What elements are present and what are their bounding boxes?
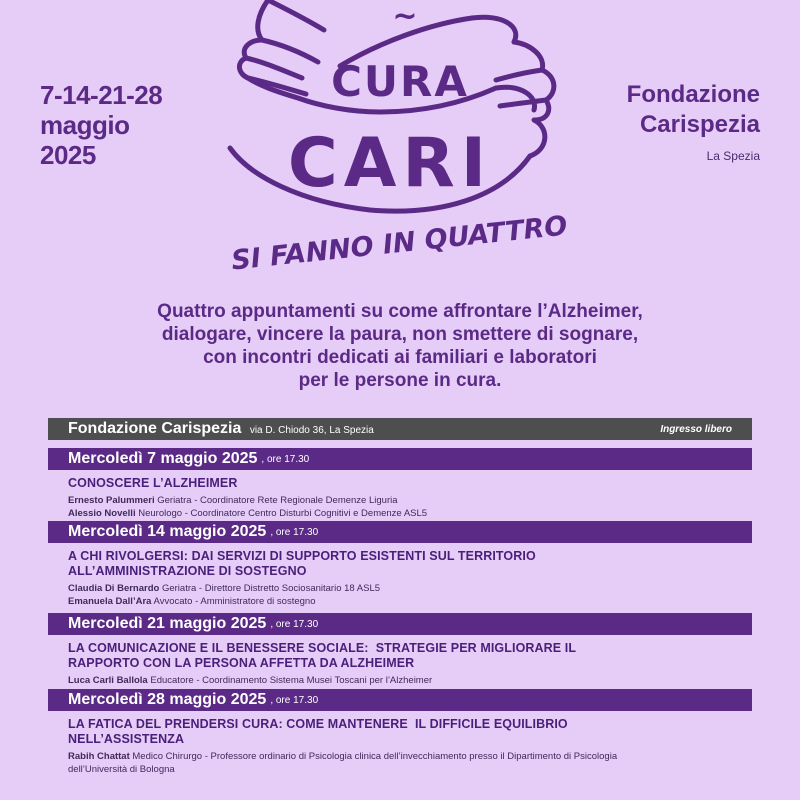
speaker-role: Neurologo - Coordinatore Centro Disturbi Cognitivi e Demenze ASL5	[138, 508, 428, 519]
speaker-role: Avvocato - Amministratore di sostegno	[153, 596, 316, 607]
event-time: , ore 17.30	[261, 453, 310, 465]
event-dates	[40, 80, 162, 170]
speaker	[68, 674, 732, 687]
event-details	[48, 635, 752, 689]
venue-block	[627, 80, 760, 164]
event-date-bar	[48, 689, 752, 711]
speaker	[68, 494, 732, 507]
speaker-role: dell’Università di Bologna	[68, 764, 175, 775]
speaker	[68, 507, 732, 520]
schedule	[48, 418, 752, 779]
speaker-name: Alessio Novelli	[68, 508, 136, 519]
event-title-line: NELL’ASSISTENZA	[68, 732, 185, 746]
speaker-name: Emanuela Dall’Ara	[68, 596, 152, 607]
event-title	[68, 717, 732, 747]
speaker-list	[68, 674, 732, 687]
intro-line: per le persone in cura.	[298, 370, 502, 391]
logo-tilde: ~	[392, 0, 418, 34]
intro-text	[60, 300, 740, 392]
location-name: Fondazione Carispezia	[68, 420, 242, 437]
intro-line: con incontri dedicati ai familiari e laboratori	[203, 347, 597, 368]
speaker-role: Educatore - Coordinamento Sistema Musei Toscani per l’Alzheimer	[150, 675, 433, 686]
event-title-line: ALL’AMMINISTRAZIONE DI SOSTEGNO	[68, 564, 307, 578]
event-title-line: LA FATICA DEL PRENDERSI CURA: COME MANTENERE IL DIFFICILE EQUILIBRIO	[68, 717, 568, 731]
event-date: Mercoledì 7 maggio 2025	[68, 450, 258, 467]
intro-line: Quattro appuntamenti su come affrontare l’Alzheimer,	[157, 301, 643, 322]
speaker-name: Claudia Di Bernardo	[68, 583, 160, 594]
speaker	[68, 582, 732, 595]
speaker-name: Ernesto Palummeri	[68, 495, 155, 506]
event-time: , ore 17.30	[270, 618, 319, 630]
event-title-line: RAPPORTO CON LA PERSONA AFFETTA DA ALZHEIMER	[68, 656, 415, 670]
speaker-role: Geriatra - Direttore Distretto Sociosanitario 18 ASL5	[161, 583, 381, 594]
venue-name-line1: Fondazione	[626, 81, 760, 108]
speaker-role: Medico Chirurgo - Professore ordinario di Psicologia clinica dell’invecchiamento presso il Dipartimento di Psicologia	[132, 751, 618, 762]
event-time: , ore 17.30	[270, 526, 319, 538]
dates-month: maggio	[40, 110, 130, 140]
event-date: Mercoledì 21 maggio 2025	[68, 615, 267, 632]
speaker	[68, 750, 732, 763]
speaker-name: Rabih Chattat	[68, 751, 130, 762]
dates-days: 7-14-21-28	[40, 80, 163, 110]
event-title	[68, 641, 732, 671]
event-date: Mercoledì 14 maggio 2025	[68, 523, 267, 540]
event-title-line: A CHI RIVOLGERSI: DAI SERVIZI DI SUPPORTO ESISTENTI SUL TERRITORIO	[68, 549, 536, 563]
location-address: via D. Chiodo 36, La Spezia	[249, 425, 374, 436]
event-details	[48, 470, 752, 521]
event-date-bar	[48, 448, 752, 470]
intro-line: dialogare, vincere la paura, non smettere di sognare,	[161, 324, 639, 345]
speaker-list	[68, 750, 732, 776]
event-date-bar	[48, 613, 752, 635]
speaker-list	[68, 582, 732, 608]
location-bar	[48, 418, 752, 440]
venue-city: La Spezia	[706, 149, 760, 163]
logo-word-cura: CURA	[331, 57, 469, 106]
speaker-name: Luca Carli Ballola	[68, 675, 148, 686]
event-title	[68, 549, 732, 579]
event-title	[68, 476, 732, 491]
speaker	[68, 763, 732, 776]
speaker	[68, 595, 732, 608]
speaker-role: Geriatra - Coordinatore Rete Regionale Demenze Liguria	[157, 495, 398, 506]
event-details	[48, 543, 752, 613]
event-date: Mercoledì 28 maggio 2025	[68, 691, 267, 708]
event-date-bar	[48, 521, 752, 543]
speaker-list	[68, 494, 732, 520]
event-title-line: CONOSCERE L’ALZHEIMER	[68, 476, 238, 490]
event-time: , ore 17.30	[270, 694, 319, 706]
dates-year: 2025	[40, 140, 96, 170]
logo-subtitle: SI FANNO IN QUATTRO	[229, 210, 569, 277]
event-details	[48, 711, 752, 779]
event-title-line: LA COMUNICAZIONE E IL BENESSERE SOCIALE: STRATEGIE PER MIGLIORARE IL	[68, 641, 577, 655]
logo-word-cari: CARI	[287, 124, 493, 203]
cura-cari-logo	[210, 0, 590, 290]
free-entry-label: Ingresso libero	[660, 423, 732, 435]
venue-name-line2: Carispezia	[639, 111, 760, 138]
